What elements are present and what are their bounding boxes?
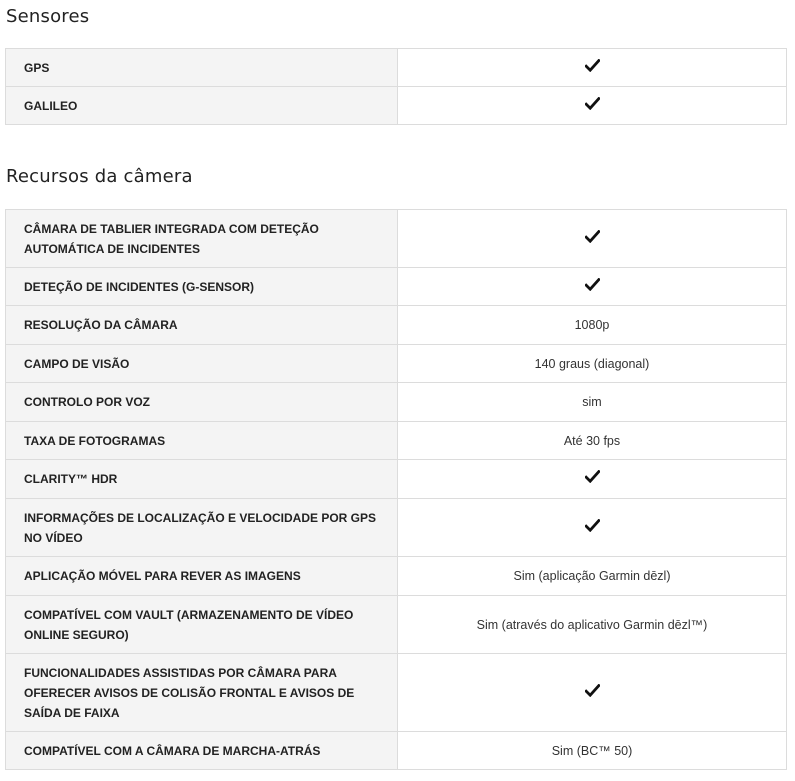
spec-value xyxy=(398,499,787,557)
spec-label: FUNCIONALIDADES ASSISTIDAS POR CÂMARA PARA OFERECER AVISOS DE COLISÃO FRONTAL E AVISOS DE SAÍDA DE FAIXA xyxy=(6,654,398,732)
check-icon xyxy=(585,469,600,489)
section-title-sensores: Sensores xyxy=(6,6,90,27)
spec-value xyxy=(398,87,787,125)
spec-label: GALILEO xyxy=(6,87,398,125)
spec-label: INFORMAÇÕES DE LOCALIZAÇÃO E VELOCIDADE POR GPS NO VÍDEO xyxy=(6,499,398,557)
check-icon xyxy=(585,518,600,538)
table-row xyxy=(6,49,787,87)
spec-label: CÂMARA DE TABLIER INTEGRADA COM DETEÇÃO AUTOMÁTICA DE INCIDENTES xyxy=(6,210,398,268)
table-row xyxy=(6,557,787,596)
spec-value xyxy=(398,210,787,268)
spec-label: CONTROLO POR VOZ xyxy=(6,383,398,422)
spec-label: COMPATÍVEL COM VAULT (ARMAZENAMENTO DE VÍDEO ONLINE SEGURO) xyxy=(6,596,398,654)
spec-value: Sim (aplicação Garmin dēzl) xyxy=(398,557,787,596)
check-icon xyxy=(585,683,600,703)
spec-value: sim xyxy=(398,383,787,422)
spec-value xyxy=(398,654,787,732)
table-row xyxy=(6,460,787,499)
spec-label: GPS xyxy=(6,49,398,87)
table-row xyxy=(6,87,787,125)
spec-value: Até 30 fps xyxy=(398,422,787,460)
check-icon xyxy=(585,229,600,249)
spec-value xyxy=(398,49,787,87)
spec-table-sensores xyxy=(5,48,787,125)
check-icon xyxy=(585,58,600,78)
table-row xyxy=(6,383,787,422)
section-title-recursos-camera: Recursos da câmera xyxy=(6,166,193,187)
spec-label: CAMPO DE VISÃO xyxy=(6,345,398,383)
table-row xyxy=(6,306,787,345)
spec-label: APLICAÇÃO MÓVEL PARA REVER AS IMAGENS xyxy=(6,557,398,596)
spec-label: TAXA DE FOTOGRAMAS xyxy=(6,422,398,460)
table-row xyxy=(6,732,787,770)
table-row xyxy=(6,210,787,268)
spec-label: RESOLUÇÃO DA CÂMARA xyxy=(6,306,398,345)
table-row xyxy=(6,596,787,654)
spec-value xyxy=(398,268,787,306)
spec-value xyxy=(398,460,787,499)
table-row xyxy=(6,654,787,732)
table-row xyxy=(6,422,787,460)
check-icon xyxy=(585,96,600,116)
spec-value: 140 graus (diagonal) xyxy=(398,345,787,383)
spec-label: DETEÇÃO DE INCIDENTES (G-SENSOR) xyxy=(6,268,398,306)
spec-value: Sim (através do aplicativo Garmin dēzl™) xyxy=(398,596,787,654)
spec-label: CLARITY™ HDR xyxy=(6,460,398,499)
check-icon xyxy=(585,277,600,297)
table-row xyxy=(6,268,787,306)
table-row xyxy=(6,499,787,557)
spec-value: Sim (BC™ 50) xyxy=(398,732,787,770)
table-row xyxy=(6,345,787,383)
spec-label: COMPATÍVEL COM A CÂMARA DE MARCHA-ATRÁS xyxy=(6,732,398,770)
spec-value: 1080p xyxy=(398,306,787,345)
spec-table-recursos-camera xyxy=(5,209,787,770)
